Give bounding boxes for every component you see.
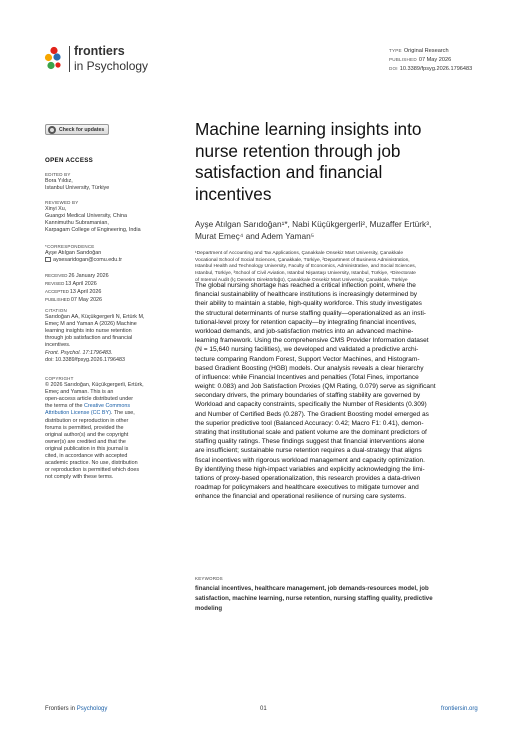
abstract-line: Workload and capacity constraints, specifically the Number of Residents (0.309): [195, 401, 427, 409]
copyright-line: original author(s) and the copyright: [45, 431, 129, 438]
email-icon: [45, 257, 51, 262]
article-title: [195, 119, 485, 205]
abstract-line: the superior predictive tool (Balanced Accuracy: 0.42; Macro F1: 0.41), demon-: [195, 419, 424, 427]
edited-by-heading: EDITED BY: [45, 172, 71, 177]
correspondence-email-row: [45, 257, 173, 264]
copyright-line: academic practice. No use, distribution: [45, 460, 138, 467]
reviewer-2-affiliation: Karpagam College of Engineering, India: [45, 227, 141, 234]
citation-doi: doi: 10.3389/fpsyg.2026.1796483: [45, 356, 126, 363]
abstract-line: their ability to maintain a stable, high-quality workforce. This study investigates: [195, 300, 422, 308]
copyright-line: open-access article distributed under: [45, 396, 134, 403]
abstract-line: (N = 15,640 nursing facilities), we developed and validated a predictive archi-: [195, 346, 419, 354]
revised-date: 13 April 2026: [65, 281, 97, 288]
correspondence-name: Ayşe Atılgan Sarıdoğan: [45, 250, 102, 257]
citation-line: learning insights into nurse retention: [45, 328, 132, 335]
affiliations: [195, 251, 485, 285]
correspondence-email[interactable]: aysesaridogan@comu.edu.tr: [53, 257, 122, 264]
authors-line: Ayşe Atılgan Sarıdoğan¹*, Nabi Küçükgergerli², Muzaffer Ertürk³,: [195, 219, 432, 229]
abstract-line: based Gradient Boosting (HGB) models. Our analysis reveals a clear hierarchy: [195, 364, 424, 372]
abstract-line: and Number of Certified Beds (0.287). The Gradient Boosting model emerged as: [195, 410, 429, 418]
abstract-line: staffing quality ratings. These findings suggest that financial interventions alone: [195, 438, 425, 446]
abstract-line: roadmap for policymakers and healthcare executives to mitigate turnover and: [195, 484, 419, 492]
title-line: satisfaction and financial: [195, 162, 383, 183]
dates-block: [45, 272, 173, 304]
affiliation-line: of Internal Audit (İç Denetim Direktörlüğü), Çanakkale Onsekiz Mart University, Çanakkale, Türkiye: [195, 277, 408, 283]
reviewer-1-affiliation: Guangxi Medical University, China: [45, 213, 127, 220]
copyright-block: [45, 375, 173, 481]
meta-doi-key: DOI: [389, 65, 398, 71]
open-access-label: OPEN ACCESS: [45, 157, 94, 164]
title-line: nurse retention through job: [195, 140, 401, 161]
logo-divider: [69, 46, 70, 72]
affiliation-line: Istanbul Health and Technology University, Faculty of Economics, Administrative, and Social Sciences,: [195, 264, 417, 270]
received-date: 26 January 2026: [68, 273, 109, 279]
edited-by-block: [45, 171, 173, 192]
abstract-line: of influence: while Financial Incentives and penalties (Total Fines, importance: [195, 373, 419, 381]
accepted-key: ACCEPTED: [45, 289, 69, 295]
copyright-line: forums is permitted, provided the: [45, 424, 124, 431]
meta-published-value: 07 May 2026: [418, 56, 452, 63]
abstract-line: strating that institutional scale and patient volume are the dominant predictors of: [195, 429, 427, 436]
abstract-line: enhance the financial and operational resilience of nursing care systems.: [195, 493, 407, 501]
check-for-updates-button[interactable]: [45, 124, 109, 135]
reviewer-2-name: Kannimuthu Subramanian,: [45, 220, 109, 227]
abstract: [195, 281, 485, 502]
citation-line: Sarıdoğan AA, Küçükgergerli N, Ertürk M,: [45, 314, 145, 321]
footer-site-link[interactable]: frontiersin.org: [441, 706, 478, 712]
meta-type-value: Original Research: [403, 48, 449, 54]
copyright-line: distribution or reproduction in other: [45, 417, 129, 424]
citation-block: [45, 307, 173, 364]
abstract-line: are insufficient; sustainable nurse retention requires a dual-strategy that aligns: [195, 447, 422, 455]
check-for-updates-label: Check for updates: [59, 126, 105, 133]
editor-name: Bora Yıldız,: [45, 178, 73, 185]
correspondence-block: [45, 243, 173, 264]
correspondence-heading: *CORRESPONDENCE: [45, 244, 95, 249]
copyright-line: not comply with these terms.: [45, 474, 114, 481]
copyright-line: owner(s) are credited and that the: [45, 438, 126, 445]
keywords-heading: KEYWORDS: [195, 576, 223, 581]
abstract-line: tecture comparing Random Forest, Support Vector Machines, and Histogram-: [195, 355, 420, 363]
meta-type: [389, 47, 472, 56]
abstract-line: workload demands, and job-satisfaction metrics into an advanced machine-: [195, 327, 414, 335]
revised-key: REVISED: [45, 281, 65, 287]
meta-published: [389, 56, 472, 65]
copyright-line: © 2026 Sarıdoğan, Küçükgergerli, Ertürk,: [45, 382, 144, 389]
title-line: incentives: [195, 183, 272, 204]
published-key: PUBLISHED: [45, 297, 70, 303]
crossmark-icon: [48, 126, 56, 134]
footer-journal-prefix: Frontiers in: [45, 706, 77, 712]
keywords: [195, 584, 485, 614]
copyright-text: the terms of the: [45, 403, 84, 410]
abstract-line: the structural determinants of nurse staffing quality—operationalized as an insti-: [195, 309, 426, 317]
footer-journal: [45, 706, 107, 712]
journal-name-line2: in Psychology: [74, 59, 149, 73]
footer-journal-link[interactable]: Psychology: [76, 706, 108, 712]
keywords-line: financial incentives, healthcare management, job demands-resources model, job: [195, 585, 429, 592]
copyright-heading: COPYRIGHT: [45, 376, 74, 381]
reviewed-by-block: [45, 199, 173, 234]
journal-logo[interactable]: [44, 44, 164, 76]
published-date: 07 May 2026: [70, 297, 103, 304]
keywords-line: satisfaction, machine learning, nurse retention, nursing staffing quality, predictive: [195, 595, 433, 603]
abstract-line: The global nursing shortage has reached a critical inflection point, where the: [195, 282, 416, 289]
abstract-line: fiscal incentives with rigorous workload management and capacity optimization.: [195, 456, 425, 464]
cc-license-link[interactable]: Creative Commons: [83, 403, 131, 410]
article-meta: [389, 47, 472, 73]
affiliation-line: ¹Department of Accounting and Tax Applications, Çanakkale Onsekiz Mart University, Çanakkale: [195, 251, 404, 256]
reviewed-by-heading: REVIEWED BY: [45, 200, 79, 205]
citation-heading: CITATION: [45, 308, 67, 313]
journal-name-line1: frontiers: [74, 44, 125, 58]
abstract-line: learning framework. Using the comprehensive CMS Provider Information dataset: [195, 337, 429, 345]
page-number: 01: [260, 706, 267, 712]
accepted-date: 13 April 2026: [69, 289, 102, 296]
authors-line: Murat Emeç⁴ and Adem Yaman⁵: [195, 230, 315, 241]
meta-doi: [389, 65, 472, 74]
title-line: Machine learning insights into: [195, 119, 422, 139]
copyright-line: or reproduction is permitted which does: [45, 467, 140, 474]
copyright-line: Emeç and Yaman. This is an: [45, 389, 114, 396]
keywords-line: modeling: [195, 605, 223, 613]
cc-by-link[interactable]: Attribution License (CC BY): [45, 410, 111, 417]
copyright-text: . The use,: [110, 410, 135, 417]
meta-type-key: TYPE: [389, 48, 402, 53]
received-key: RECEIVED: [45, 273, 68, 278]
citation-line: Emeç M and Yaman A (2026) Machine: [45, 321, 137, 328]
abstract-line: tutional-level proxy for retention capacity—by integrating financial incentives,: [195, 318, 417, 326]
abstract-line: weight: 0.083) and Job Satisfaction Proxies (QM Rating, 0.079) serve as significant: [195, 383, 436, 391]
meta-published-key: PUBLISHED: [389, 56, 417, 62]
citation-line: through job satisfaction and financial: [45, 335, 133, 342]
meta-doi-value[interactable]: 10.3389/fpsyg.2026.1796483: [399, 65, 473, 72]
abstract-line: By identifying these high-impact variables and explicitly acknowledging the limi-: [195, 465, 425, 473]
citation-line: incentives.: [45, 342, 71, 349]
author-list: [195, 219, 495, 242]
reviewer-1-name: Xinyi Xu,: [45, 206, 67, 213]
copyright-line: original publication in this journal is: [45, 445, 129, 452]
affiliation-line: Istanbul, Türkiye, ³School of Civil Aviation, Istanbul Nişantaşı University, Istanbul, Türkiye, ⁴Directorate: [195, 271, 416, 277]
frontiers-logo-icon: [44, 46, 64, 72]
citation-line: Front. Psychol. 17:1796483.: [45, 349, 113, 356]
abstract-line: tations of proxy-based operationalization, this research provides a data-driven: [195, 474, 421, 482]
copyright-line: cited, in accordance with accepted: [45, 453, 128, 460]
abstract-line: secondary drivers, the primary boundaries of staffing stability are governed by: [195, 392, 421, 400]
affiliation-line: Vocational School of Social Sciences, Çanakkale, Türkiye, ²Department of Business Administration,: [195, 257, 410, 263]
editor-affiliation: Istanbul University, Türkiye: [45, 185, 110, 192]
abstract-line: financial sustainability of healthcare institutions is increasingly determined by: [195, 291, 417, 299]
